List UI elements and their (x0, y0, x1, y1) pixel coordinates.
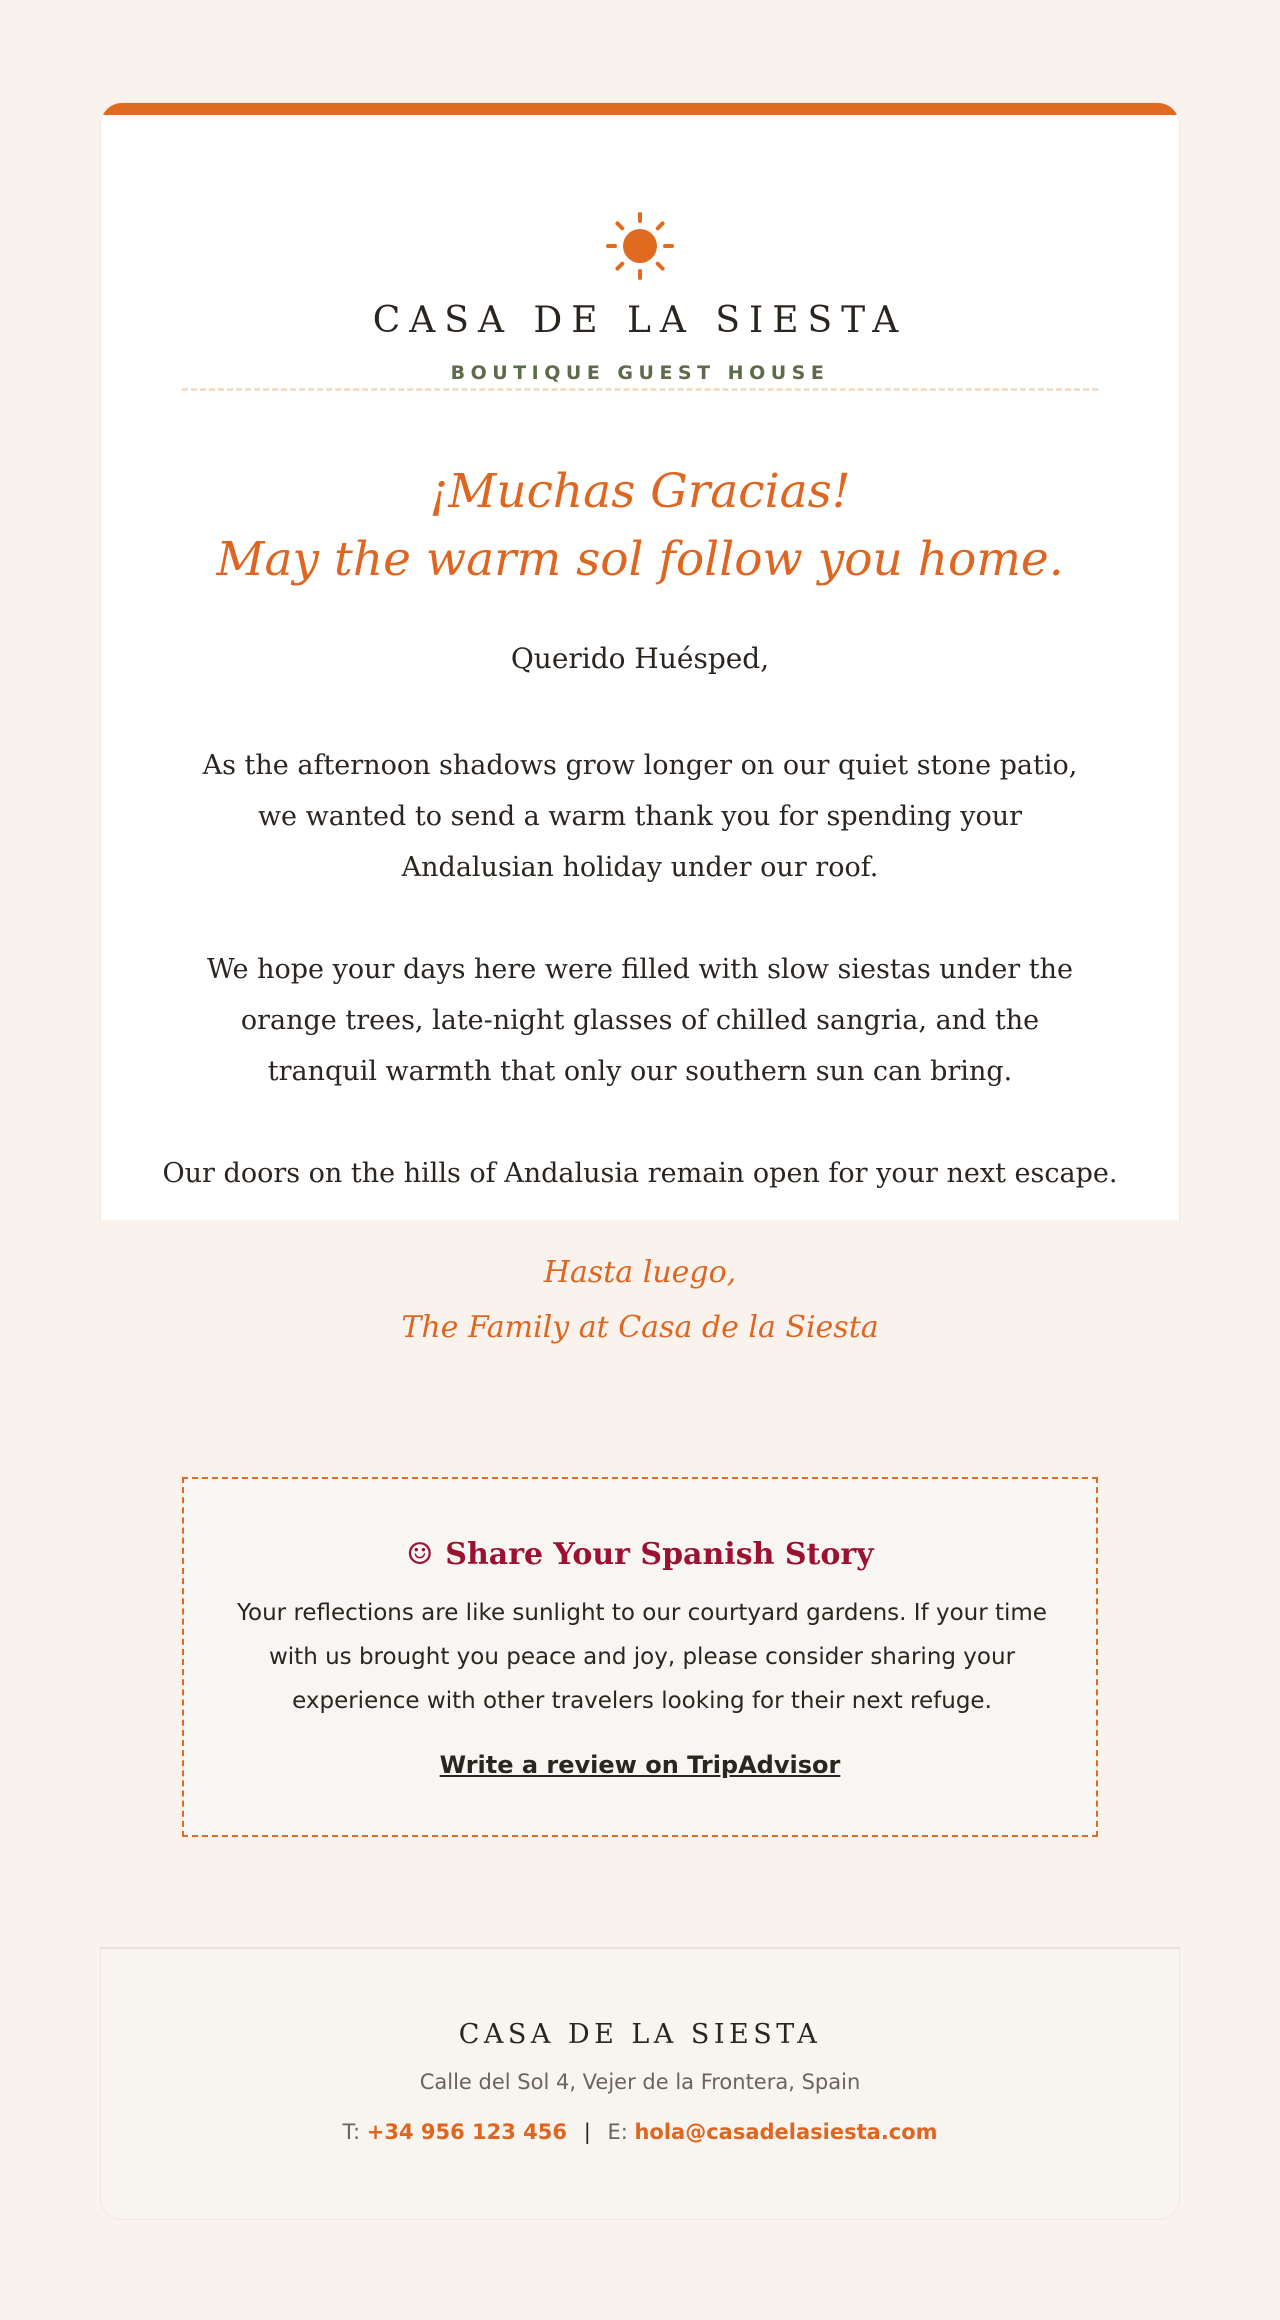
greeting: Querido Huésped, (510, 642, 770, 675)
paragraph-1: As the afternoon shadows grow longer on our quiet stone patio, we wanted to send a warm thank you for spending your Andalusian holiday under our roof. (202, 750, 1078, 883)
headline-line-1: ¡Muchas Gracias! (429, 464, 851, 519)
headline-line-2: May the warm sol follow you home. (216, 532, 1064, 587)
email-link[interactable]: hola@casadelasiesta.com (634, 2120, 938, 2144)
brand-tagline: BOUTIQUE GUEST HOUSE (450, 362, 830, 384)
contact-separator: | (583, 2120, 591, 2144)
footer-brand-name: CASA DE LA SIESTA (458, 2019, 822, 2050)
footer (100, 1947, 1180, 2220)
header-divider (182, 388, 1098, 391)
paragraph-2: We hope your days here were filled with slow siestas under the orange trees, late-night glasses of chilled sangria, and the tranquil warmth that only our southern sun can bring. (206, 954, 1074, 1087)
review-text: Your reflections are like sunlight to our courtyard gardens. If your time with us brought you peace and joy, please consider sharing your experience with other travelers looking for their next refuge. (237, 1600, 1047, 1714)
email-prefix: E: (607, 2120, 628, 2144)
signoff-line-1: Hasta luego, (543, 1255, 737, 1290)
review-title (184, 1537, 1096, 1572)
signoff-line-2: The Family at Casa de la Siesta (401, 1310, 879, 1345)
tripadvisor-review-link[interactable]: Write a review on TripAdvisor (439, 1751, 841, 1779)
footer-address: Calle del Sol 4, Vejer de la Frontera, Spain (419, 2070, 861, 2094)
brand-name: CASA DE LA SIESTA (372, 300, 908, 341)
headline (0, 458, 1280, 594)
phone-prefix: T: (342, 2120, 361, 2144)
paragraph-3: Our doors on the hills of Andalusia remain open for your next escape. (162, 1158, 1118, 1189)
accent-top-bar (101, 103, 1179, 115)
review-box (182, 1477, 1098, 1837)
smiling-face-icon: ☺ (406, 1537, 434, 1572)
sun-icon (604, 210, 676, 282)
footer-contact (101, 2120, 1179, 2144)
phone-link[interactable]: +34 956 123 456 (366, 2120, 567, 2144)
review-title-text: Share Your Spanish Story (445, 1537, 874, 1572)
